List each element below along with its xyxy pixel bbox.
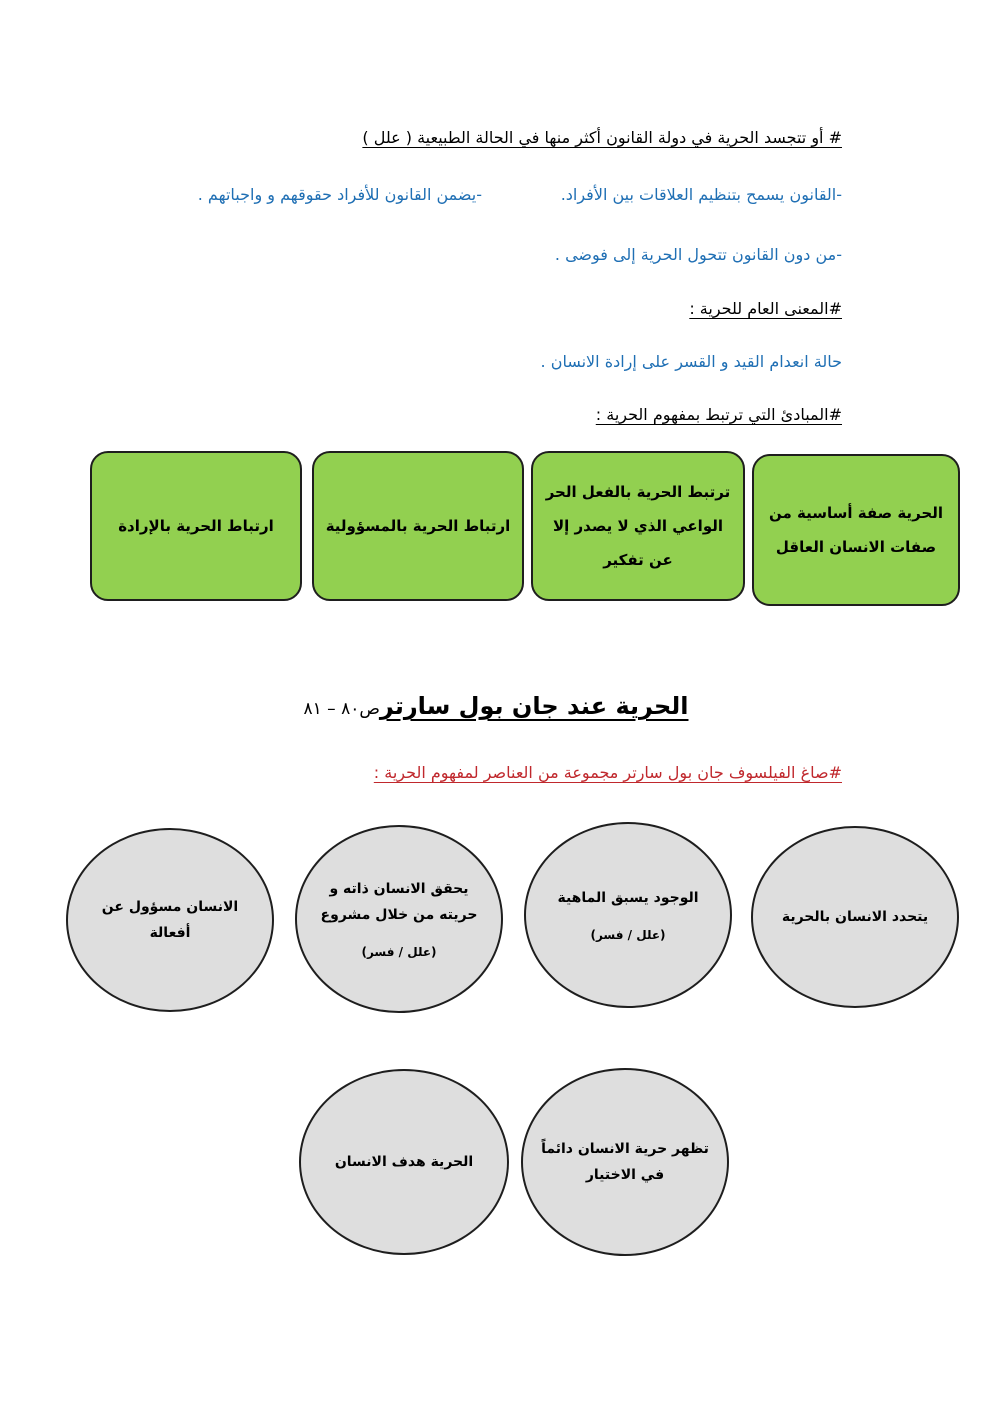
sartre-element-text: الانسان مسؤول عن أفعالة	[101, 899, 239, 941]
sartre-element-existence	[524, 822, 732, 1008]
sartre-element-note: (علل / فسر)	[590, 928, 666, 942]
law-point-rights: -يضمن القانون للأفراد حقوقهم و واجباتهم .	[197, 185, 482, 204]
principle-box-free-act: ترتبط الحرية بالفعل الحر الواعي الذي لا يصدر إلا عن تفكير	[531, 451, 745, 601]
sartre-title: الحرية عند جان بول سارتر	[379, 692, 689, 720]
general-meaning-definition: حالة انعدام القيد و القسر على إرادة الانسان .	[540, 352, 842, 371]
principle-box-responsibility: ارتباط الحرية بالمسؤولية	[312, 451, 524, 601]
sartre-element-text: الوجود يسبق الماهية	[557, 890, 699, 906]
principle-box-essential: الحرية صفة أساسية من صفات الانسان العاقل	[752, 454, 960, 606]
law-point-chaos: -من دون القانون تتحول الحرية إلى فوضى .	[554, 245, 842, 264]
sartre-element-responsible	[66, 828, 274, 1012]
sartre-element-text: الحرية هدف الانسان	[334, 1154, 474, 1170]
sartre-element-note: (علل / فسر)	[361, 945, 437, 959]
sartre-element-defined-by-freedom	[751, 826, 959, 1008]
sartre-element-goal	[299, 1069, 509, 1255]
sartre-element-text: يحقق الانسان ذاته و حريته من خلال مشروع	[320, 881, 478, 923]
principle-box-will: ارتباط الحرية بالإرادة	[90, 451, 302, 601]
sartre-pages: ص٨٠ – ٨١	[303, 699, 380, 719]
sartre-subheading: #صاغ الفيلسوف جان بول سارتر مجموعة من العناصر لمفهوم الحرية :	[373, 763, 842, 782]
law-question-heading: # أو تتجسد الحرية في دولة القانون أكثر منها في الحالة الطبيعية ( علل )	[362, 128, 842, 147]
principles-heading: #المبادئ التي ترتبط بمفهوم الحرية :	[595, 405, 842, 424]
general-meaning-heading: #المعنى العام للحرية :	[689, 299, 842, 318]
sartre-element-text: يتحدد الانسان بالحرية	[781, 909, 929, 925]
sartre-element-choice	[521, 1068, 729, 1256]
sartre-element-text: تظهر حرية الانسان دائماً في الاختيار	[541, 1141, 709, 1183]
sartre-heading	[0, 692, 992, 720]
law-point-organize: -القانون يسمح بتنظيم العلاقات بين الأفراد.	[560, 185, 842, 204]
sartre-element-project	[295, 825, 503, 1013]
